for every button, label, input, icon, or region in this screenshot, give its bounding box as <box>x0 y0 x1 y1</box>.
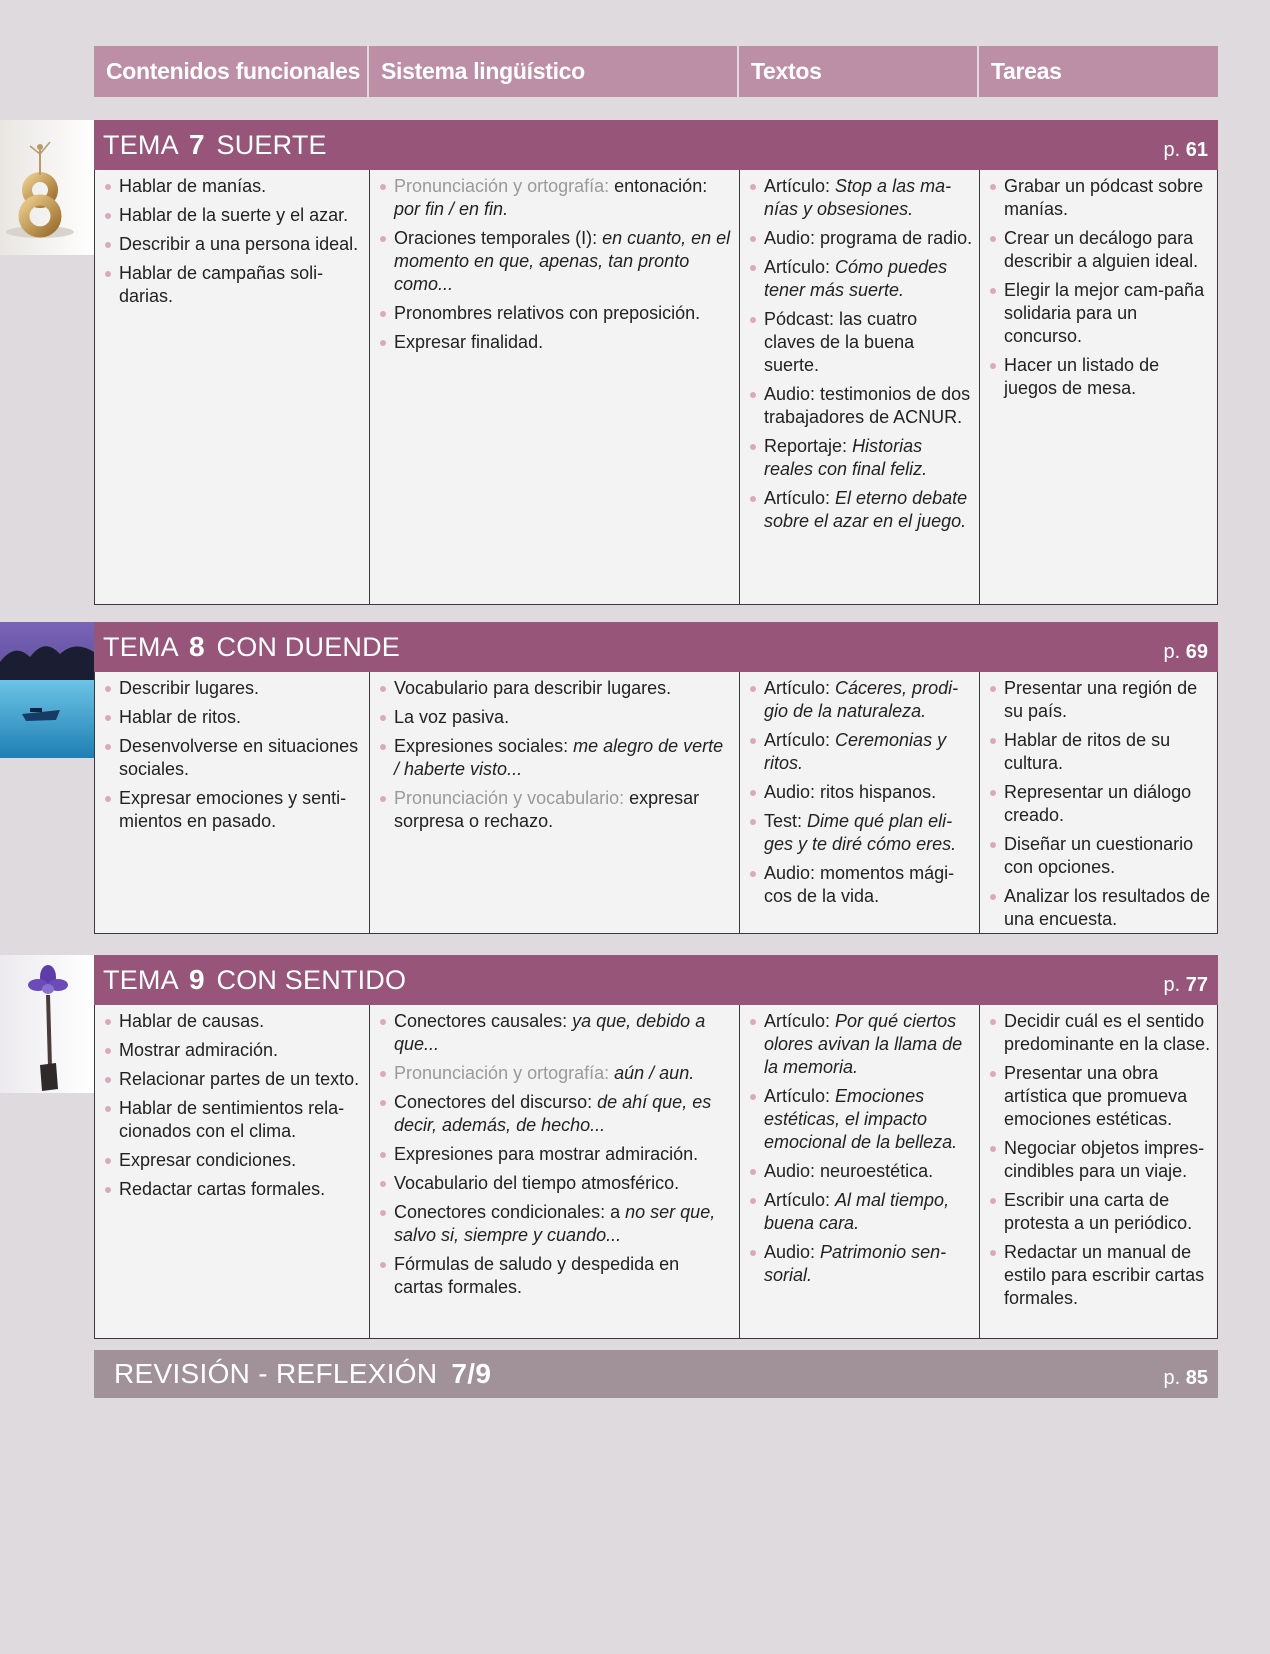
list-item <box>748 781 973 804</box>
list-item <box>748 383 973 429</box>
tema-number: 7 <box>189 129 205 160</box>
item-italic: Patrimonio sen-sorial. <box>764 1242 947 1285</box>
item-italic: Cómo puedes tener más suerte. <box>764 257 948 300</box>
revision-page <box>1164 1367 1209 1390</box>
list-item <box>378 706 733 729</box>
page-number: 69 <box>1185 641 1208 663</box>
tema-8-linguistico <box>370 672 740 933</box>
gray-label: Pronunciación y vocabulario: <box>394 788 625 808</box>
list-item: Elegir la mejor cam-paña solidaria para un concurso. <box>988 279 1211 348</box>
list-item: Hablar de manías. <box>103 175 363 198</box>
column-header <box>94 46 1218 97</box>
page-number: 61 <box>1185 139 1208 161</box>
tema-number: 9 <box>189 964 205 995</box>
item-text: Expresiones sociales: <box>394 736 574 756</box>
tema-label: TEMA <box>103 632 178 662</box>
list-item <box>378 1091 733 1137</box>
item-italic: El eterno debate sobre el azar en el juego. <box>764 488 968 531</box>
col-header-funcionales: Contenidos funcionales <box>94 46 369 97</box>
tema-8-image <box>0 622 94 758</box>
tema-9-page <box>1164 974 1209 997</box>
list-item: Hablar de ritos de su cultura. <box>988 729 1211 775</box>
item-italic: aún / aun. <box>614 1063 695 1083</box>
list-item: Hablar de sentimientos rela-cionados con el clima. <box>103 1097 363 1143</box>
tema-7-textos <box>740 170 980 604</box>
item-text: Audio: neuroestética. <box>764 1161 934 1181</box>
list-item: Expresar condiciones. <box>103 1149 363 1172</box>
item-text: Audio: momentos mági-cos de la vida. <box>764 863 955 906</box>
list-item <box>748 862 973 908</box>
page-prefix: p. <box>1163 974 1181 996</box>
tema-name: SUERTE <box>216 130 327 160</box>
revision-bar <box>94 1350 1218 1398</box>
list-item <box>378 175 733 221</box>
item-text: Artículo: <box>764 1011 836 1031</box>
col-header-tareas: Tareas <box>979 46 1218 97</box>
item-italic: en cuanto, en el momento en que, apenas, tan pronto como... <box>394 228 731 294</box>
item-italic: me alegro de verte / haberte visto... <box>394 736 724 779</box>
item-text: Artículo: <box>764 257 836 277</box>
list-item: Describir lugares. <box>103 677 363 700</box>
tema-8-section <box>94 622 1218 934</box>
list-item: Expresar emociones y senti-mientos en pasado. <box>103 787 363 833</box>
item-italic: ya que, debido a que... <box>394 1011 706 1054</box>
gray-label: Pronunciación y ortografía: <box>394 1063 610 1083</box>
tema-9-textos <box>740 1005 980 1338</box>
item-italic: Stop a las ma-nías y obsesiones. <box>764 176 952 219</box>
list-item: Desenvolverse en situaciones sociales. <box>103 735 363 781</box>
item-text: Expresiones para mostrar admiración. <box>394 1144 699 1164</box>
page-number: 85 <box>1185 1367 1208 1389</box>
list-item: Grabar un pódcast sobre manías. <box>988 175 1211 221</box>
list-item: Presentar una región de su país. <box>988 677 1211 723</box>
item-italic: Cáceres, prodi-gio de la naturaleza. <box>764 678 959 721</box>
item-text: Pódcast: las cuatro claves de la buena suerte. <box>764 309 918 375</box>
list-item: Escribir una carta de protesta a un periódico. <box>988 1189 1211 1235</box>
list-item: Analizar los resultados de una encuesta. <box>988 885 1211 931</box>
list-item <box>378 677 733 700</box>
list-item <box>748 1010 973 1079</box>
tema-7-linguistico <box>370 170 740 604</box>
item-text: Artículo: <box>764 176 836 196</box>
item-text: Conectores causales: <box>394 1011 573 1031</box>
tema-9-image <box>0 955 94 1093</box>
col-header-textos: Textos <box>739 46 979 97</box>
list-item: Decidir cuál es el sentido predominante en la clase. <box>988 1010 1211 1056</box>
list-item: Mostrar admiración. <box>103 1039 363 1062</box>
tema-7-image <box>0 120 94 255</box>
tema-number: 8 <box>189 631 205 662</box>
list-item: Presentar una obra artística que promueva emociones estéticas. <box>988 1062 1211 1131</box>
item-text: Fórmulas de saludo y despedida en cartas formales. <box>394 1254 680 1297</box>
item-text: expresar sorpresa o rechazo. <box>394 788 700 831</box>
list-item: Redactar un manual de estilo para escribir cartas formales. <box>988 1241 1211 1310</box>
tema-8-page <box>1164 641 1209 664</box>
tema-label: TEMA <box>103 130 178 160</box>
item-text: entonación: <box>609 176 708 196</box>
list-item <box>748 227 973 250</box>
item-text: Conectores del discurso: <box>394 1092 598 1112</box>
tema-8-textos <box>740 672 980 933</box>
list-item <box>748 487 973 533</box>
item-text: Expresar finalidad. <box>394 332 544 352</box>
tema-name: CON SENTIDO <box>216 965 407 995</box>
tema-7-grid <box>94 170 1218 605</box>
revision-label: REVISIÓN - REFLEXIÓN <box>114 1358 438 1389</box>
list-item <box>748 435 973 481</box>
item-text: Audio: programa de radio. <box>764 228 973 248</box>
list-item <box>748 256 973 302</box>
item-italic: de ahí que, es decir, además, de hecho... <box>394 1092 712 1135</box>
item-text: Audio: testimonios de dos trabajadores de ACNUR. <box>764 384 971 427</box>
item-text: Vocabulario del tiempo atmosférico. <box>394 1173 680 1193</box>
item-italic: Por qué ciertos olores avivan la llama de la memoria. <box>764 1011 963 1077</box>
item-text: Audio: ritos hispanos. <box>764 782 937 802</box>
list-item <box>748 175 973 221</box>
item-italic: Al mal tiempo, buena cara. <box>764 1190 950 1233</box>
list-item: Hacer un listado de juegos de mesa. <box>988 354 1211 400</box>
list-item <box>748 1160 973 1183</box>
page-prefix: p. <box>1163 1367 1181 1389</box>
list-item: Hablar de campañas soli-darias. <box>103 262 363 308</box>
tema-7-title <box>103 129 327 161</box>
tema-8-title <box>103 631 400 663</box>
list-item <box>378 1062 733 1085</box>
list-item <box>378 227 733 296</box>
list-item: Diseñar un cuestionario con opciones. <box>988 833 1211 879</box>
tema-9-tareas <box>980 1005 1217 1338</box>
list-item <box>748 729 973 775</box>
item-text: Test: <box>764 811 808 831</box>
item-text: Audio: <box>764 1242 821 1262</box>
tema-9-title <box>103 964 406 996</box>
item-text: Artículo: <box>764 730 836 750</box>
item-text: Pronombres relativos con preposición. <box>394 303 701 323</box>
page-number: 77 <box>1185 974 1208 996</box>
tema-7-page <box>1164 139 1209 162</box>
list-item <box>378 1253 733 1299</box>
tema-9-section <box>94 955 1218 1339</box>
list-item: Relacionar partes de un texto. <box>103 1068 363 1091</box>
tema-name: CON DUENDE <box>216 632 401 662</box>
item-italic: Ceremonias y ritos. <box>764 730 947 773</box>
item-italic: Emociones estéticas, el impacto emocional de la belleza. <box>764 1086 958 1152</box>
list-item <box>378 787 733 833</box>
tema-7-tareas <box>980 170 1217 604</box>
list-item: Describir a una persona ideal. <box>103 233 363 256</box>
tema-8-funcionales <box>95 672 370 933</box>
tema-label: TEMA <box>103 965 178 995</box>
revision-range: 7/9 <box>451 1358 492 1389</box>
tema-7-section <box>94 120 1218 605</box>
gray-label: Pronunciación y ortografía: <box>394 176 610 196</box>
tema-9-linguistico <box>370 1005 740 1338</box>
list-item <box>748 1085 973 1154</box>
list-item: Crear un decálogo para describir a alguien ideal. <box>988 227 1211 273</box>
list-item <box>378 1010 733 1056</box>
tema-9-funcionales <box>95 1005 370 1338</box>
list-item <box>748 308 973 377</box>
page-prefix: p. <box>1163 139 1181 161</box>
list-item <box>378 1172 733 1195</box>
list-item: Hablar de la suerte y el azar. <box>103 204 363 227</box>
list-item <box>378 302 733 325</box>
page-prefix: p. <box>1163 641 1181 663</box>
item-text: Artículo: <box>764 488 836 508</box>
item-text: Artículo: <box>764 678 836 698</box>
list-item <box>748 1241 973 1287</box>
list-item: Hablar de causas. <box>103 1010 363 1033</box>
list-item <box>378 331 733 354</box>
item-text: Reportaje: <box>764 436 853 456</box>
list-item: Hablar de ritos. <box>103 706 363 729</box>
item-text: La voz pasiva. <box>394 707 510 727</box>
item-italic: no ser que, salvo si, siempre y cuando... <box>394 1202 716 1245</box>
item-italic: Historias reales con final feliz. <box>764 436 928 479</box>
item-text: Conectores condicionales: a <box>394 1202 626 1222</box>
list-item: Negociar objetos impres-cindibles para un viaje. <box>988 1137 1211 1183</box>
list-item <box>748 677 973 723</box>
list-item <box>378 735 733 781</box>
item-italic: por fin / en fin. <box>394 199 509 219</box>
tema-7-bar <box>94 120 1218 170</box>
item-text: Artículo: <box>764 1190 836 1210</box>
list-item <box>748 1189 973 1235</box>
tema-7-funcionales <box>95 170 370 604</box>
item-text: Oraciones temporales (I): <box>394 228 603 248</box>
list-item <box>378 1143 733 1166</box>
tema-8-grid <box>94 672 1218 934</box>
list-item <box>378 1201 733 1247</box>
revision-title <box>114 1358 491 1390</box>
item-text: Artículo: <box>764 1086 836 1106</box>
tema-9-bar <box>94 955 1218 1005</box>
list-item: Representar un diálogo creado. <box>988 781 1211 827</box>
tema-9-grid <box>94 1005 1218 1339</box>
item-text: Vocabulario para describir lugares. <box>394 678 672 698</box>
syllabus-page <box>94 46 1218 97</box>
list-item <box>748 810 973 856</box>
tema-8-bar <box>94 622 1218 672</box>
list-item: Redactar cartas formales. <box>103 1178 363 1201</box>
col-header-linguistico: Sistema lingüístico <box>369 46 739 97</box>
item-italic: Dime qué plan eli-ges y te diré cómo eres. <box>764 811 957 854</box>
tema-8-tareas <box>980 672 1217 933</box>
